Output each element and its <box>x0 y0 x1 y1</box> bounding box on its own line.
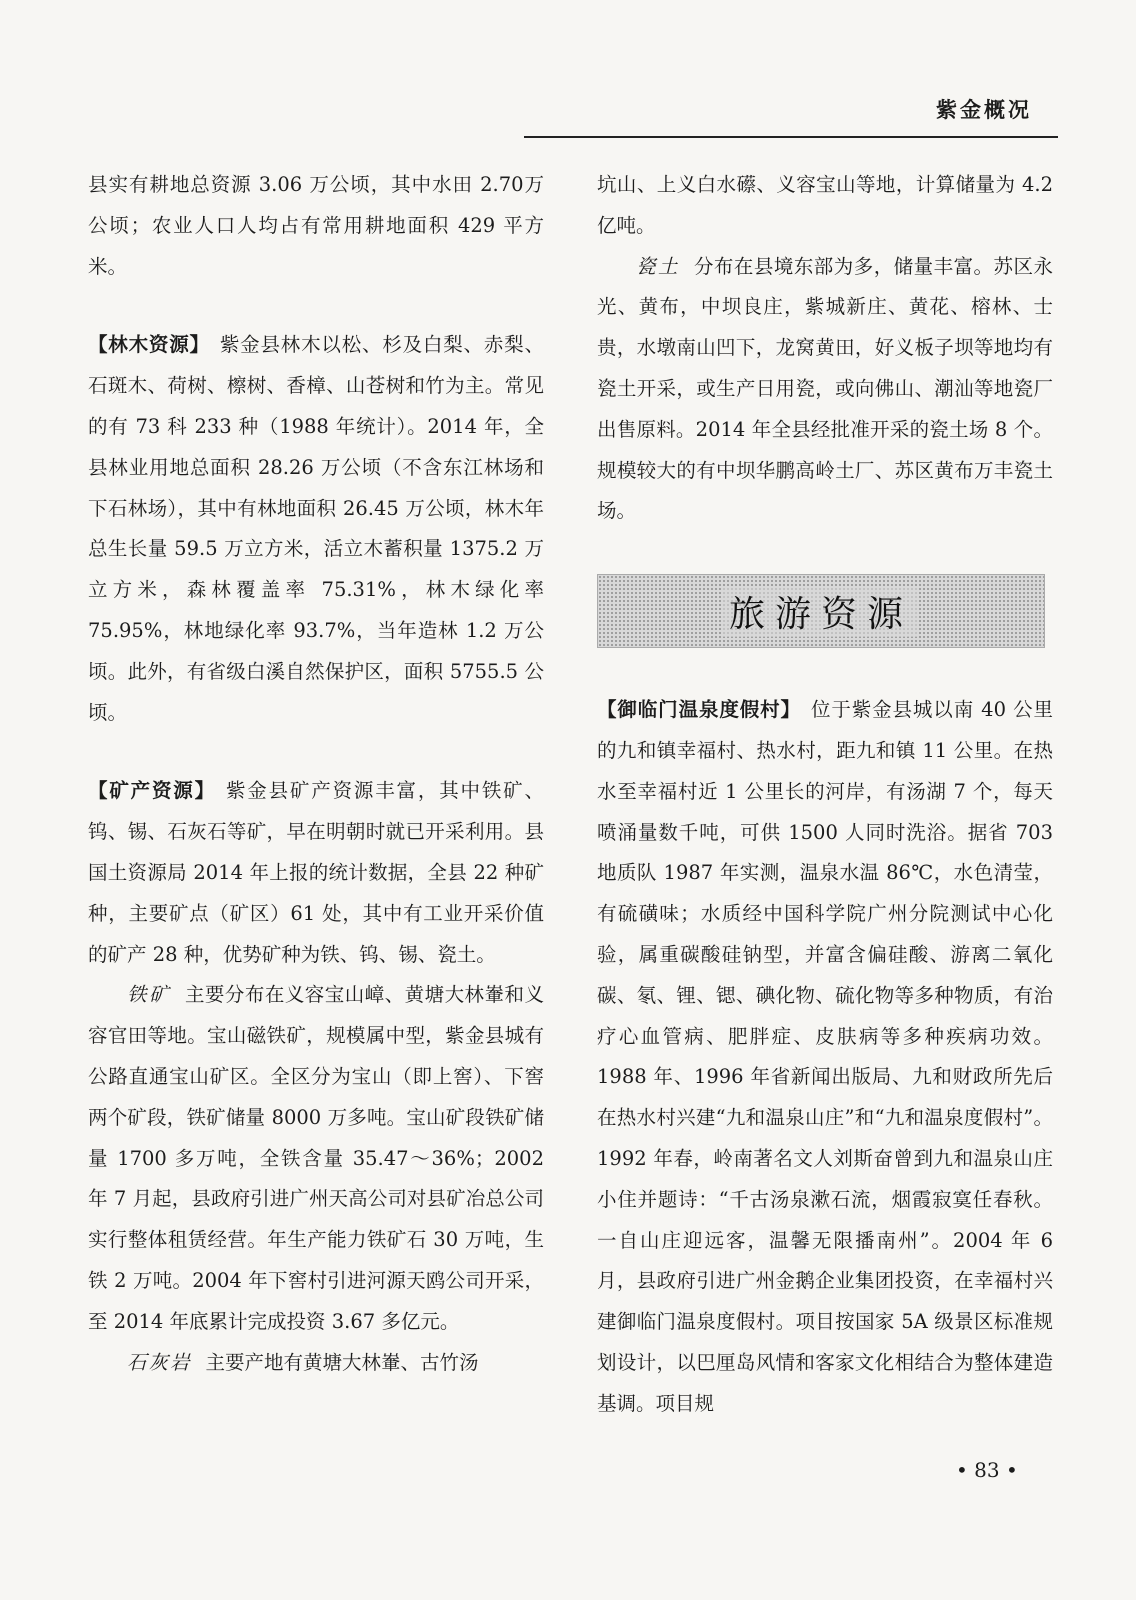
forest-entry-title: 【林木资源】 <box>88 333 210 357</box>
section-heading: 旅游资源 <box>723 586 919 637</box>
mineral-paragraph <box>88 771 544 975</box>
limestone-paragraph <box>88 1343 544 1384</box>
farmland-paragraph: 县实有耕地总资源 3.06 万公顷，其中水田 2.70万公顷；农业人口人均占有常用耕地面积 429 平方米。 <box>88 173 544 278</box>
limestone-text: 主要产地有黄塘大林輋、古竹汤 <box>205 1350 479 1374</box>
header-rule <box>524 136 1058 138</box>
resort-entry-title: 【御临门温泉度假村】 <box>597 698 801 722</box>
left-column <box>88 165 544 1383</box>
resort-text: 位于紫金县城以南 40 公里的九和镇幸福村、热水村，距九和镇 11 公里。在热水至幸福村近 1 公里长的河岸，有汤湖 7 个，每天喷涌量数千吨，可供 1500 人同时洗浴。据省 703 地质队 1987 年实测，温泉水温 86℃，水色清莹，有硫磺味；水质经中国科学院广州分院测试中心化验，属重碳酸硅钠型，并富含偏硅酸、游离二氧化碳、氡、锂、锶、碘化物、硫化物等多种物质，有治疗心血管病、肥胖症、皮肤病等多种疾病功效。1988 年、1996 年省新闻出版局、九和财政所先后在热水村兴建“九和温泉山庄”和“九和温泉度假村”。1992 年春，岭南著名文人刘斯奋曾到九和温泉山庄小住并题诗：“千古汤泉漱石流，烟霞寂寞任春秋。一自山庄迎远客，温馨无限播南州”。2004 年 6 月，县政府引进广州金鹅企业集团投资，在幸福村兴建御临门温泉度假村。项目按国家 5A 级景区标准规划设计，以巴厘岛风情和客家文化相结合为整体建造基调。项目规 <box>597 698 1053 1415</box>
running-header-title: 紫金概况 <box>936 98 1032 122</box>
iron-term: 铁矿 <box>127 983 171 1007</box>
forest-paragraph <box>88 325 544 733</box>
limestone-continued-paragraph: 坑山、上义白水礤、义容宝山等地，计算储量为 4.2 亿吨。 <box>597 173 1053 237</box>
mineral-entry-title: 【矿产资源】 <box>88 779 216 803</box>
clay-term: 瓷土 <box>636 254 680 278</box>
limestone-term: 石灰岩 <box>127 1350 192 1374</box>
clay-text: 分布在县境东部为多，储量丰富。苏区永光、黄布，中坝良庄，紫城新庄、黄花、榕林、士贵，水墩南山凹下，龙窝黄田，好义板子坝等地均有瓷土开采，或生产日用瓷，或向佛山、潮汕等地瓷厂出售原料。2014 年全县经批准开采的瓷土场 8 个。规模较大的有中坝华鹏高岭土厂、苏区黄布万丰瓷土场。 <box>597 254 1053 523</box>
mineral-text: 紫金县矿产资源丰富，其中铁矿、钨、锡、石灰石等矿，早在明朝时就已开采利用。县国土资源局 2014 年上报的统计数据，全县 22 种矿种，主要矿点（矿区）61 处，其中有工业开采价值的矿产 28 种，优势矿种为铁、钨、锡、瓷土。 <box>88 779 544 966</box>
section-heading-banner <box>597 574 1045 648</box>
clay-paragraph <box>597 247 1053 533</box>
right-column <box>597 165 1053 1425</box>
forest-text: 紫金县林木以松、杉及白梨、赤梨、石斑木、荷树、檫树、香樟、山苍树和竹为主。常见的有 73 科 233 种（1988 年统计）。2014 年，全县林业用地总面积 28.26 万公顷（不含东江林场和下石林场），其中有林地面积 26.45 万公顷，林木年总生长量 59.5 万立方米，活立木蓄积量 1375.2 万立方米，森林覆盖率 75.31%，林木绿化率 75.95%，林地绿化率 93.7%，当年造林 1.2 万公顷。此外，有省级白溪自然保护区，面积 5755.5 公顷。 <box>88 333 544 724</box>
iron-text: 主要分布在义容宝山嶂、黄塘大林輋和义容官田等地。宝山磁铁矿，规模属中型，紫金县城有公路直通宝山矿区。全区分为宝山（即上窖）、下窖两个矿段，铁矿储量 8000 万多吨。宝山矿段铁矿储量 1700 多万吨，全铁含量 35.47～36%；2002 年 7 月起，县政府引进广州天高公司对县矿冶总公司实行整体租赁经营。年生产能力铁矿石 30 万吨，生铁 2 万吨。2004 年下窖村引进河源天鸥公司开采，至 2014 年底累计完成投资 3.67 多亿元。 <box>88 983 544 1333</box>
page-number: • 83 • <box>956 1458 1018 1482</box>
resort-paragraph <box>597 690 1053 1424</box>
iron-paragraph <box>88 975 544 1342</box>
